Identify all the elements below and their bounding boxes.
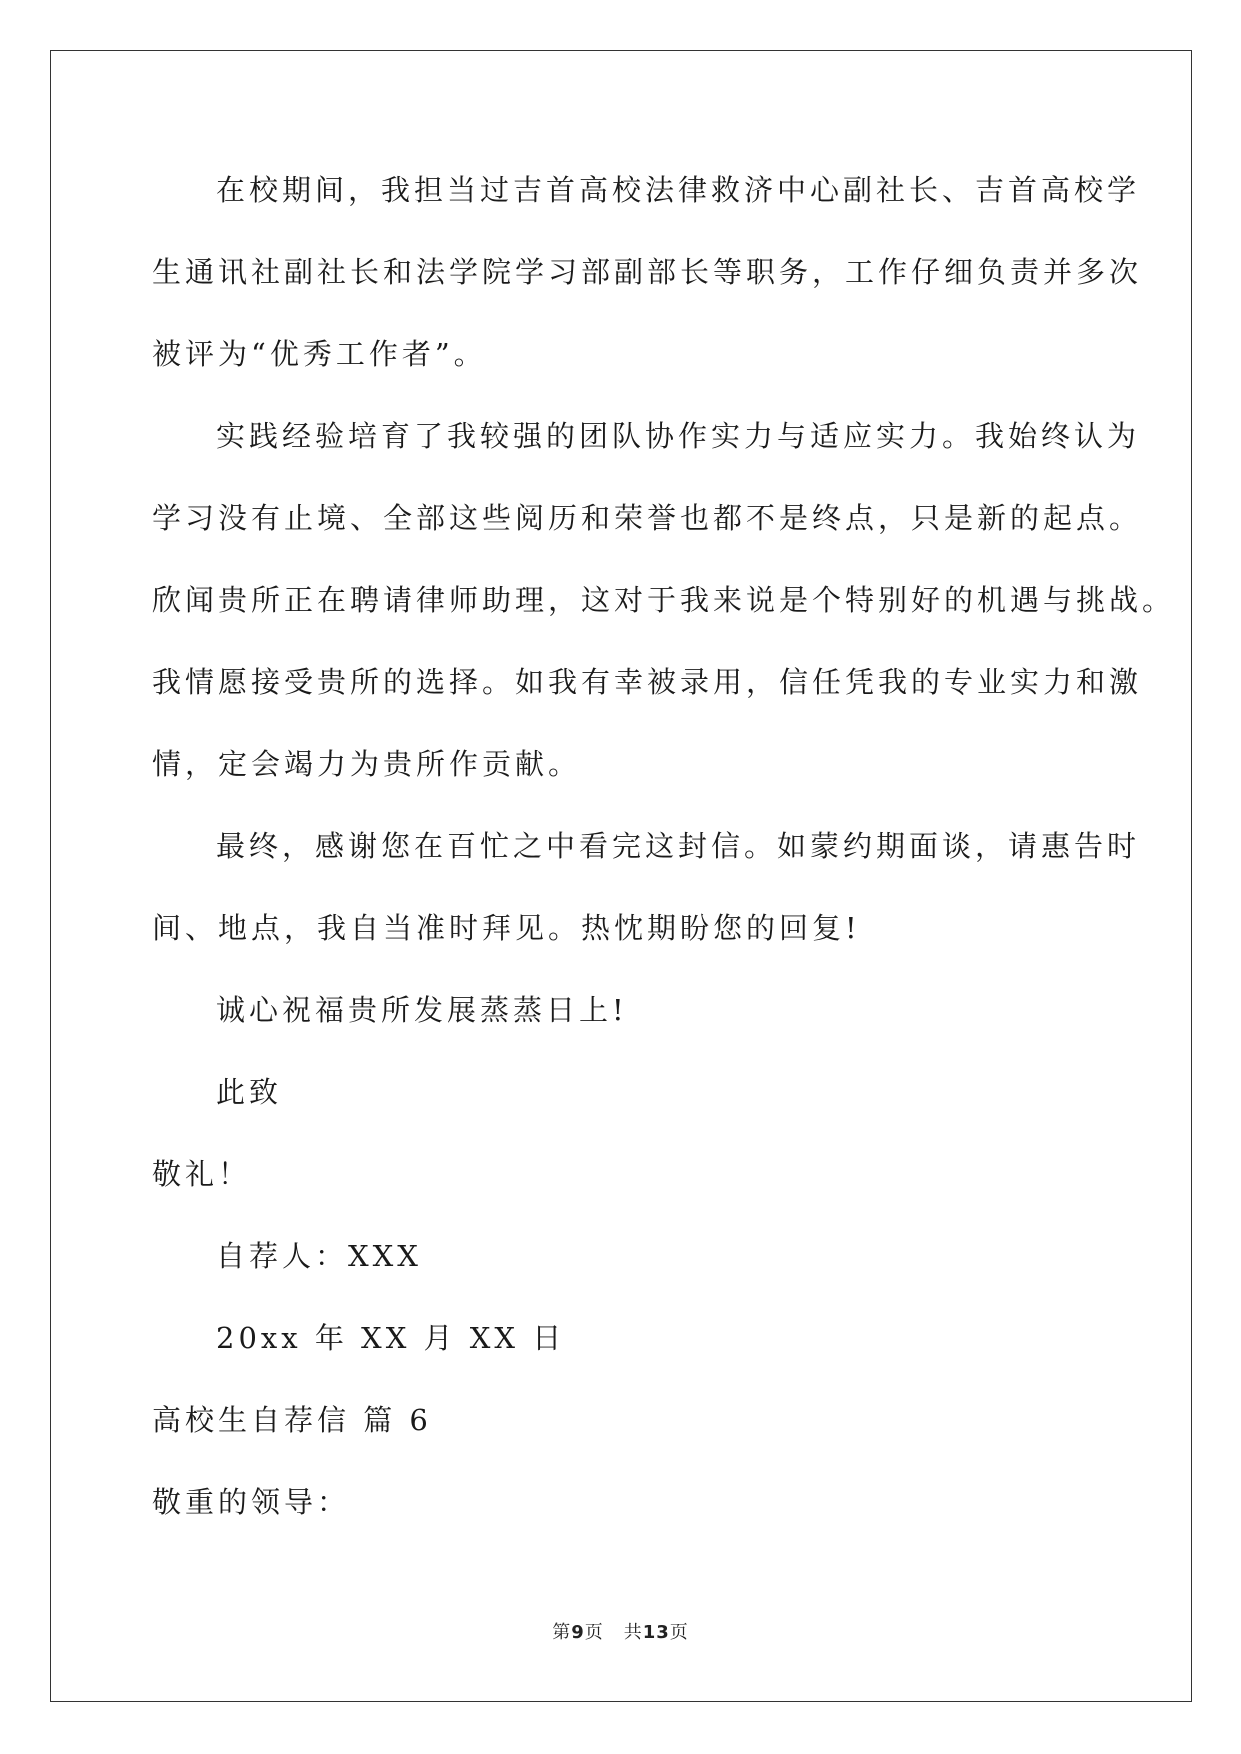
paragraph-line: 我情愿接受贵所的选择。如我有幸被录用，信任凭我的专业实力和激	[152, 665, 1143, 699]
total-suffix: 页	[669, 1622, 689, 1643]
closing-wish: 诚心祝福贵所发展蒸蒸日上!	[216, 993, 628, 1027]
paragraph-line: 被评为“优秀工作者”。	[152, 337, 487, 371]
greeting-line: 敬重的领导：	[152, 1485, 351, 1519]
closing-salutation: 此致	[216, 1075, 283, 1109]
page-prefix: 第	[552, 1622, 572, 1643]
page-suffix: 页	[584, 1622, 604, 1643]
signature-line: 自荐人：XXX	[216, 1239, 422, 1273]
paragraph-line: 生通讯社副社长和法学院学习部副部长等职务，工作仔细负责并多次	[152, 255, 1143, 289]
page-current: 9	[571, 1622, 585, 1643]
paragraph-line: 实践经验培育了我较强的团队协作实力与适应实力。我始终认为	[216, 419, 1141, 453]
paragraph-line: 最终，感谢您在百忙之中看完这封信。如蒙约期面谈，请惠告时	[216, 829, 1141, 863]
date-line: 20xx 年 XX 月 XX 日	[216, 1321, 566, 1355]
paragraph-line: 间、地点，我自当准时拜见。热忱期盼您的回复!	[152, 911, 861, 945]
page-footer	[0, 1618, 1241, 1644]
paragraph-line: 欣闻贵所正在聘请律师助理，这对于我来说是个特别好的机遇与挑战。	[152, 583, 1176, 617]
section-heading: 高校生自荐信 篇 6	[152, 1403, 432, 1437]
closing-regards: 敬礼！	[152, 1157, 252, 1191]
paragraph-line: 情，定会竭力为贵所作贡献。	[152, 747, 582, 781]
paragraph-line: 学习没有止境、全部这些阅历和荣誉也都不是终点，只是新的起点。	[152, 501, 1143, 535]
total-pages: 13	[642, 1622, 670, 1643]
total-prefix: 共	[623, 1622, 643, 1643]
paragraph-line: 在校期间，我担当过吉首高校法律救济中心副社长、吉首高校学	[216, 173, 1141, 207]
document-body	[152, 160, 1176, 1554]
